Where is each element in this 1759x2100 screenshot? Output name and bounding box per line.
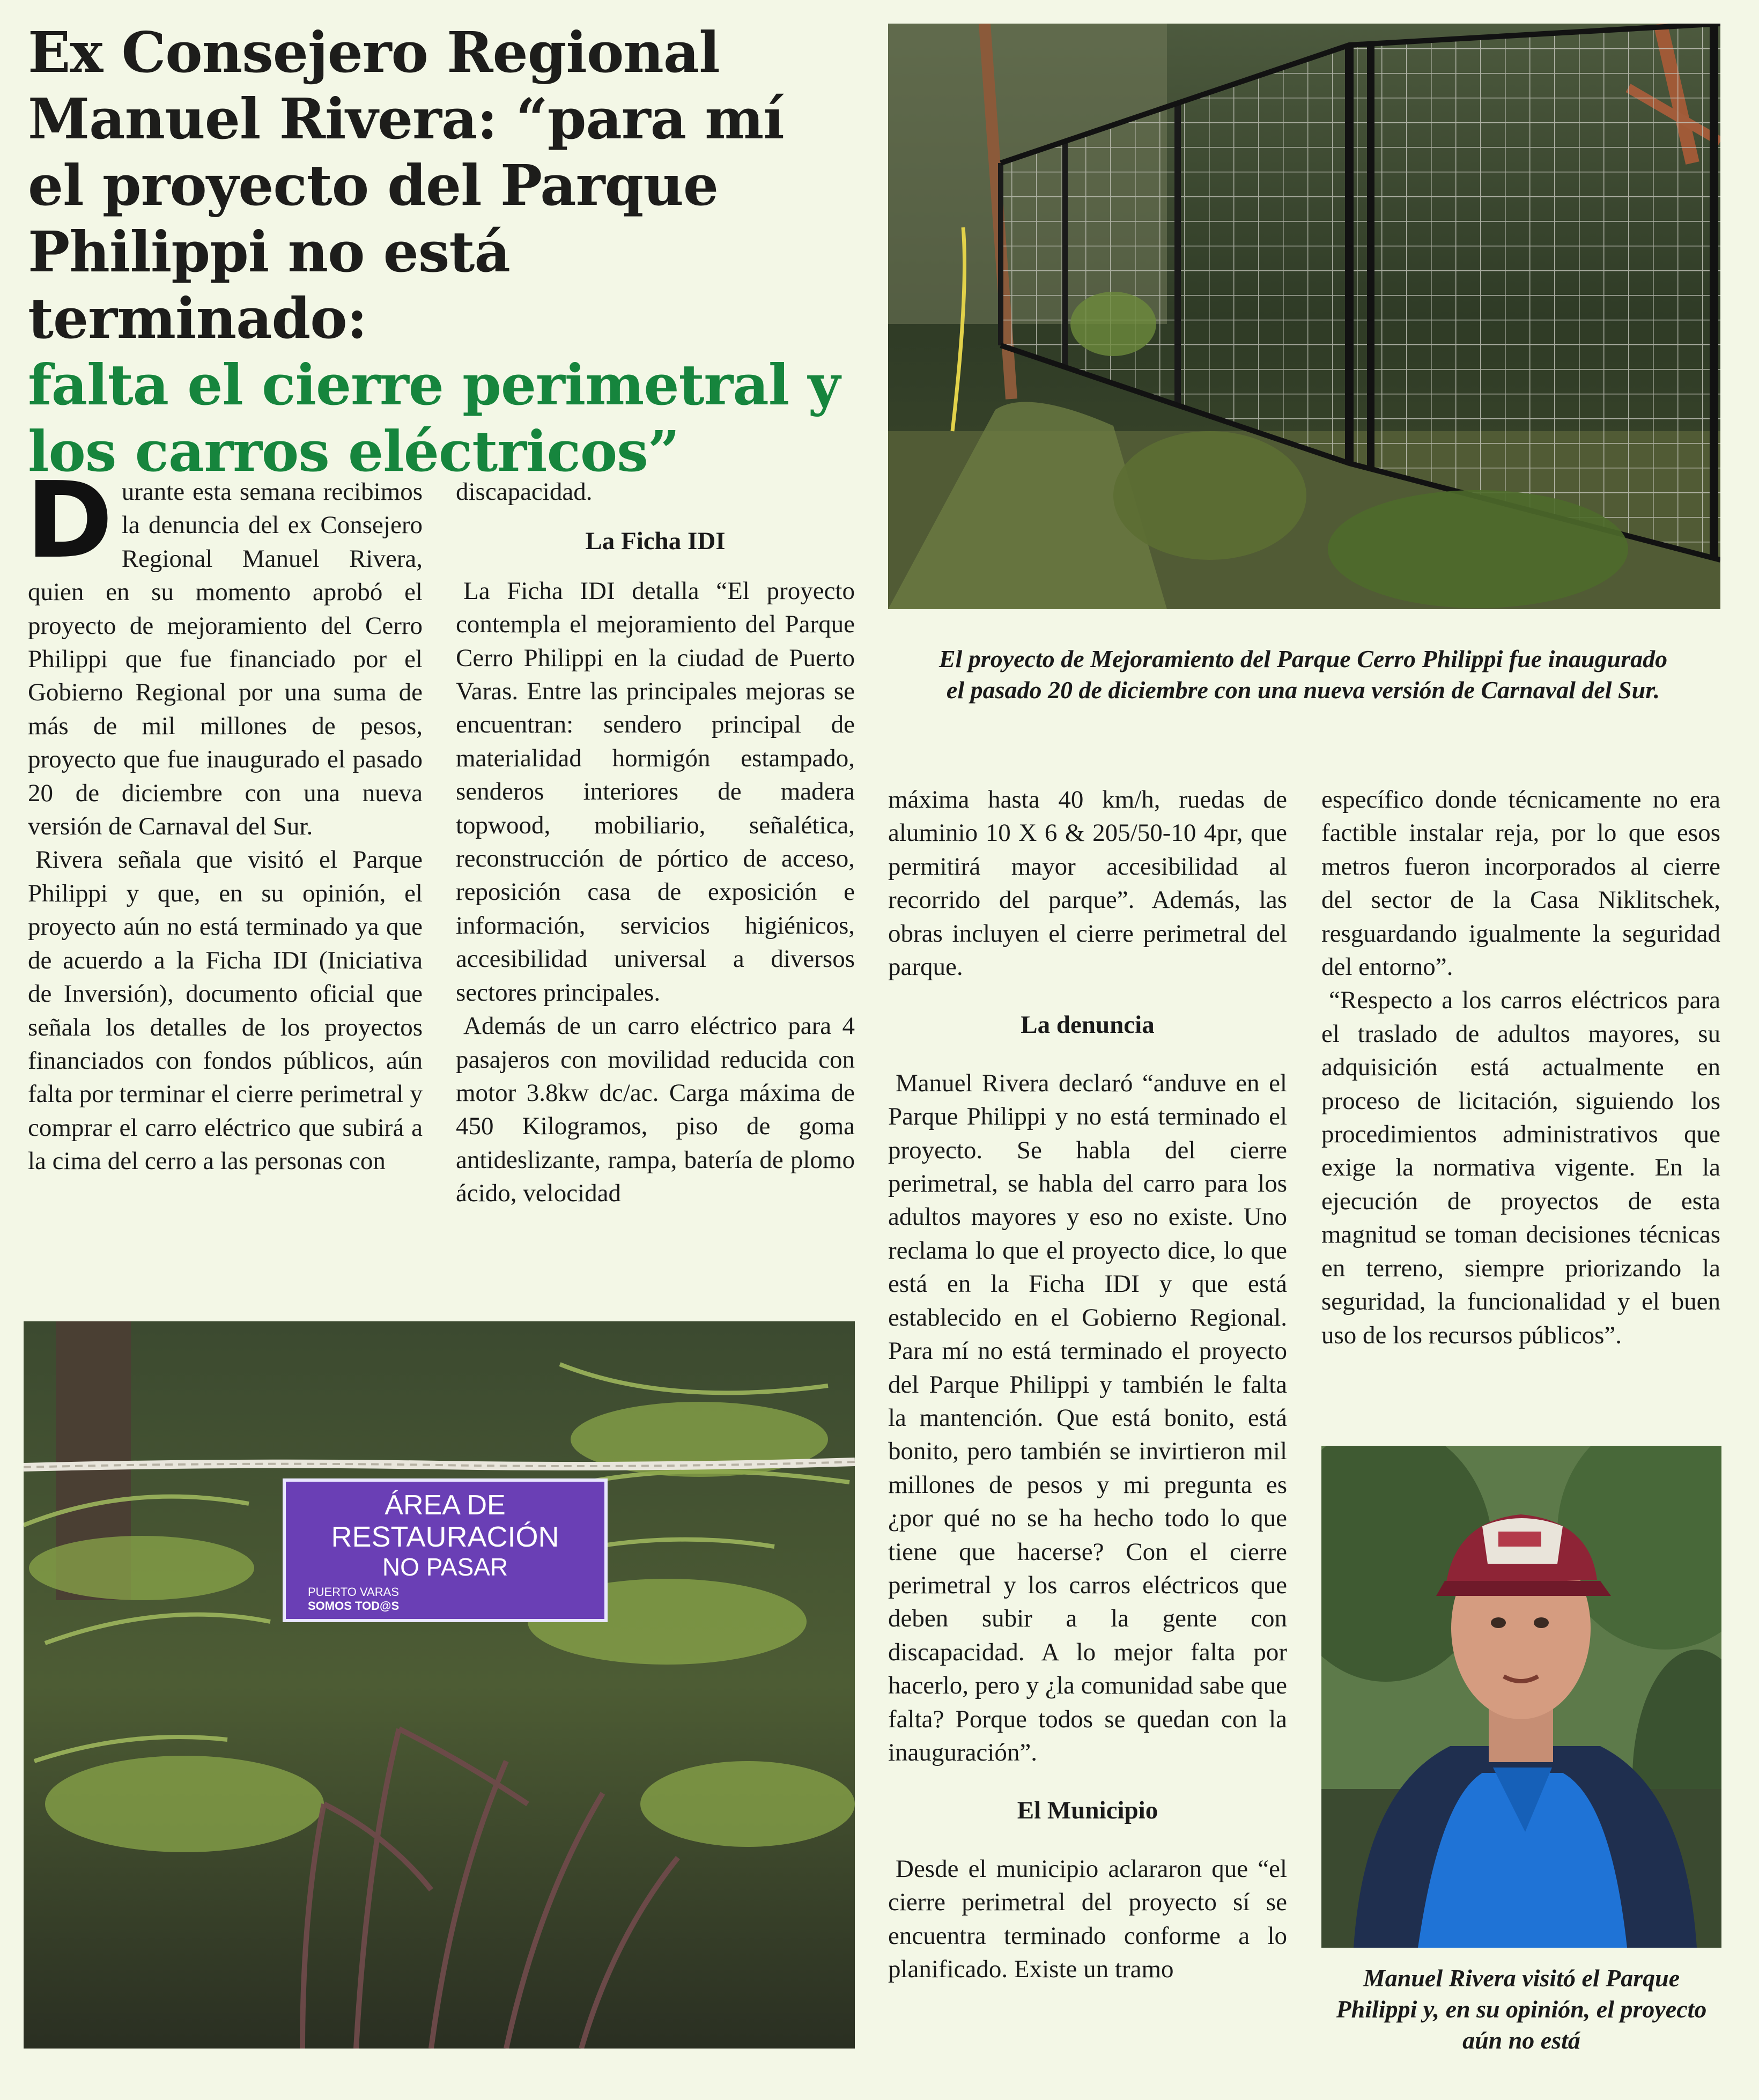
column-2 — [456, 475, 855, 1210]
col1-paragraph-1: urante esta semana recibimos la denuncia del ex Consejero Regional Manuel Rivera, quien en su momento aprobó el proyecto de mejoramiento del Cerro Philippi que fue financiado por el Gobierno Regional por una suma de más de mil millones de pesos, proyecto que fue inaugurado el pasado 20 de diciembre con una nueva versión de Carnaval del Sur. — [28, 478, 423, 841]
column-3 — [888, 783, 1287, 1986]
drop-cap: D — [26, 460, 113, 582]
col1-paragraph-2: Rivera señala que visitó el Parque Philippi y que, en su opinión, el proyecto aún no está terminado ya que de acuerdo a la Ficha IDI (Iniciativa de Inversión), documento oficial que señala los detalles de los proyectos financiados con fondos públicos, aún falta por terminar el cierre perimetral y comprar el carro eléctrico que subirá a la cima del cerro a las personas con — [28, 846, 423, 1175]
manuel-rivera-portrait — [1321, 1446, 1721, 1948]
headline-line-6: los carros eléctricos” — [28, 418, 679, 484]
col2-paragraph-2: Además de un carro eléctrico para 4 pasajeros con movilidad reducida con motor 3.8kw dc/ac. Carga máxima de 450 Kilogramos, piso de goma antideslizante, rampa, batería de plomo ácido, velocidad — [456, 1012, 855, 1208]
headline-line-5: falta el cierre perimetral y — [28, 352, 840, 418]
restoration-photo-drawing — [24, 1321, 855, 2049]
sign-line-2: RESTAURACIÓN — [331, 1521, 559, 1553]
col3-paragraph-1: máxima hasta 40 km/h, ruedas de aluminio 10 X 6 & 205/50-10 4pr, que permitirá mayor accesibilidad al recorrido del parque”. Además, las obras incluyen el cierre perimetral del parque. — [888, 786, 1287, 981]
subhead-la-denuncia: La denuncia — [1021, 1011, 1155, 1039]
headline-line-3: el proyecto del Parque — [28, 152, 718, 218]
sign-small-1: PUERTO VARAS — [308, 1585, 399, 1599]
headline-line-4: Philippi no está terminado: — [28, 219, 510, 351]
subhead-el-municipio: El Municipio — [1017, 1796, 1158, 1825]
col2-paragraph-0: discapacidad. — [456, 478, 593, 506]
subhead-ficha-idi: La Ficha IDI — [585, 527, 726, 556]
column-4 — [1321, 783, 1720, 1352]
col2-paragraph-1: La Ficha IDI detalla “El proyecto contempla el mejoramiento del Parque Cerro Philippi en la ciudad de Puerto Varas. Entre las principales mejoras se encuentran: sendero principal de materialidad hormigón estampado, senderos interiores de madera topwood, mobiliario, señalética, reconstrucción de pórtico de acceso, reposición casa de exposición e información, servicios higiénicos, accesibilidad universal a diversos sectores principales. — [456, 576, 855, 1007]
col4-paragraph-1: específico donde técnicamente no era factible instalar reja, por lo que esos metros fueron incorporados al cierre del sector de la Casa Niklitschek, resguardando igualmente la seguridad del entorno”. — [1321, 786, 1720, 981]
col3-paragraph-2: Manuel Rivera declaró “anduve en el Parque Philippi y no está terminado el proyecto. Se habla del cierre perimetral, se habla del carro para los adultos mayores y eso no existe. Uno reclama lo que el proyecto dice, lo que está en la Ficha IDI y que está establecido en el Gobierno Regional. Para mí no está terminado el proyecto del Parque Philippi y también le falta la mantención. Que está bonito, está bonito, pero también se invirtieron mil millones de pesos y mi pregunta es ¿por qué no se ha hecho todo lo que tiene que hacerse? Con el cierre perimetral y los carros eléctricos que deben subir a la gente con discapacidad. A lo mejor falta por hacerlo, pero y ¿la comunidad sabe que falta? Porque todos se quedan con la inauguración”. — [888, 1069, 1287, 1766]
sign-small-2: SOMOS TOD@S — [308, 1599, 400, 1613]
sign-line-3: NO PASAR — [382, 1553, 508, 1581]
fence-photo — [888, 24, 1720, 609]
fence-photo-drawing — [888, 24, 1720, 609]
headline-line-1: Ex Consejero Regional — [28, 19, 720, 85]
portrait-caption: Manuel Rivera visitó el Parque Philippi y, en su opinión, el proyecto aún no está — [1336, 1964, 1707, 2054]
fence-photo-caption: El proyecto de Mejoramiento del Parque Cerro Philippi fue inaugurado el pasado 20 de diciembre con una nueva versión de Carnaval del Sur. — [938, 645, 1668, 704]
sign-line-1: ÁREA DE — [385, 1490, 506, 1521]
headline-line-2: Manuel Rivera: “para mí — [28, 86, 784, 152]
col4-paragraph-2: “Respecto a los carros eléctricos para el traslado de adultos mayores, su adquisición está actualmente en proceso de licitación, siguiendo los procedimientos administrativos que exige la normativa vigente. En la ejecución de proyectos de esta magnitud se toman decisiones técnicas en terreno, siempre priorizando la seguridad, la funcionalidad y el buen uso de los recursos públicos”. — [1321, 986, 1720, 1349]
col3-paragraph-3: Desde el municipio aclararon que “el cierre perimetral del proyecto sí se encuentra terminado conforme a lo planificado. Existe un tramo — [888, 1854, 1287, 1983]
column-1 — [26, 460, 423, 1178]
headline — [28, 19, 864, 485]
restoration-area-photo — [24, 1321, 855, 2049]
portrait-drawing — [1321, 1446, 1721, 1948]
